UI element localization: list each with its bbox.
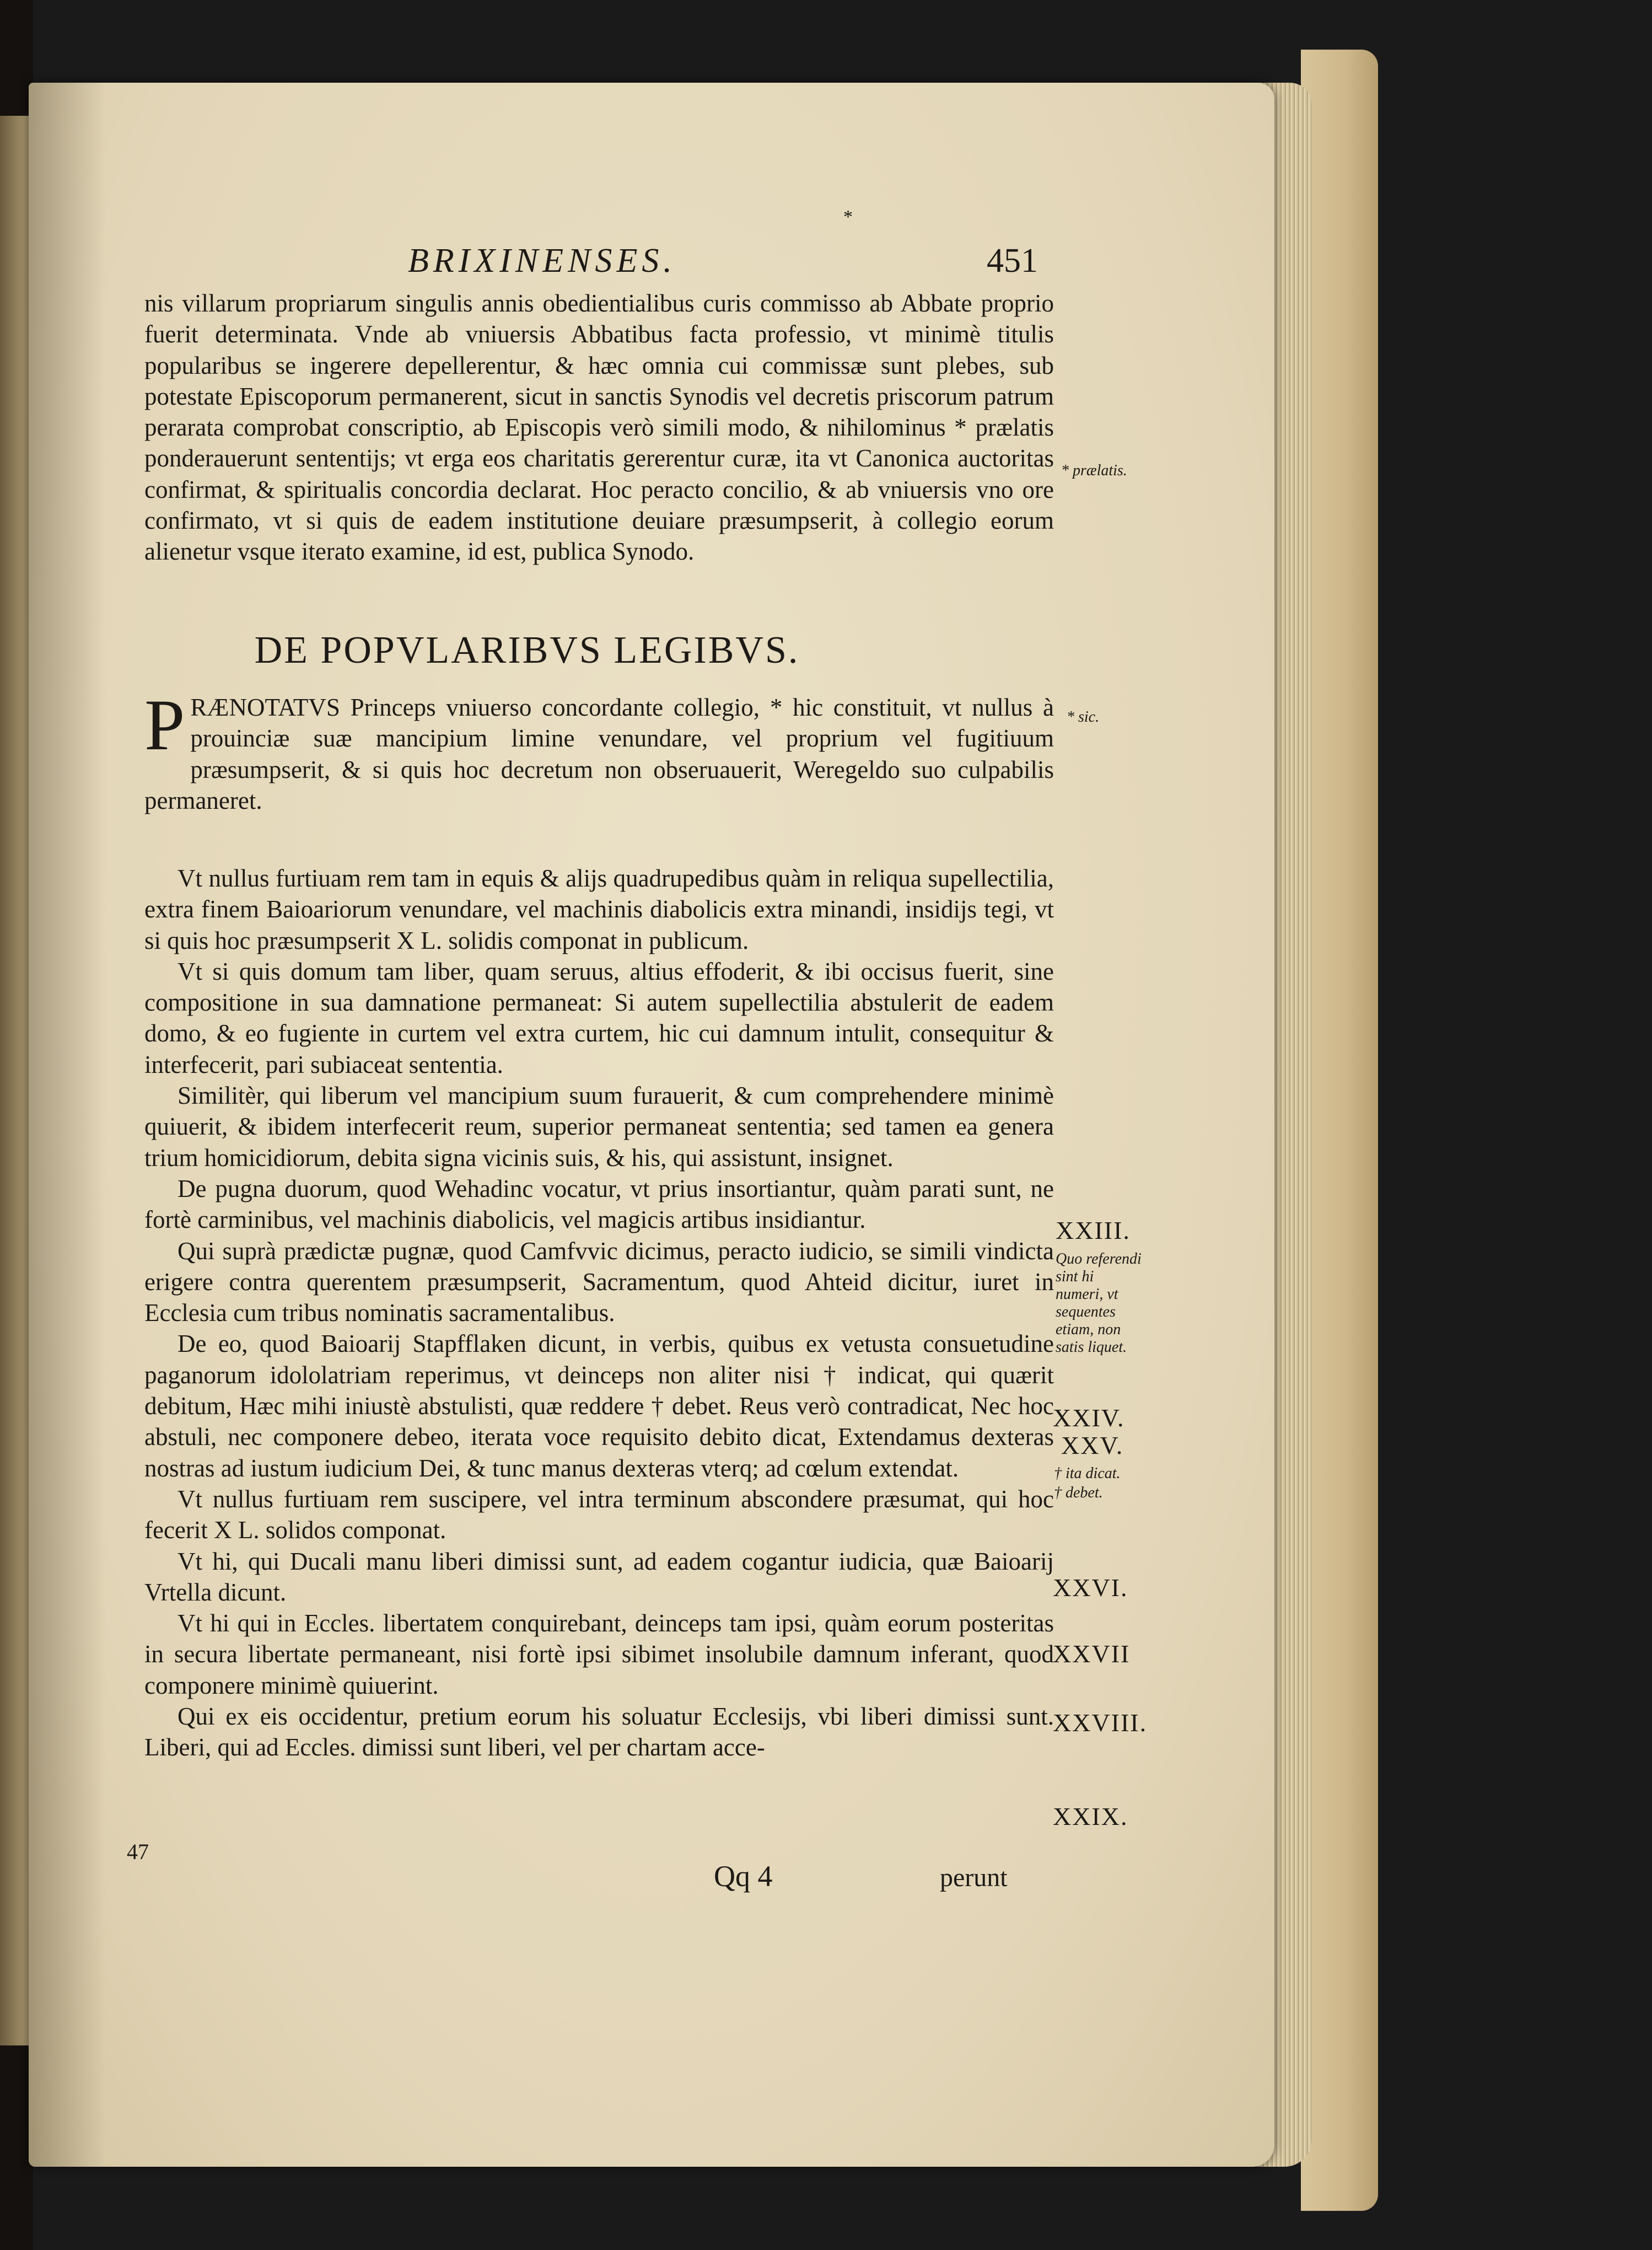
running-title: BRIXINENSES. bbox=[408, 242, 676, 280]
paragraph-qui-supra: Qui suprà prædictæ pugnæ, quod Camfvvic dicimus, peracto iudicio, se simili vindicta erigere contra querentem præsumpserit, Sacramentum, quod Ahteid dicitur, iuret in Ecclesia cum tribus nominatis sacramentalibus. bbox=[144, 1237, 1054, 1327]
section-heading: DE POPVLARIBVS LEGIBVS. bbox=[254, 629, 800, 672]
page-stamp: 47 bbox=[127, 1839, 149, 1864]
catchword: perunt bbox=[940, 1863, 1008, 1892]
paragraph-similiter: Similitèr, qui liberum vel mancipium suum furauerit, & cum comprehendere minimè quiuerit, & ibidem interfecerit reum, superior permaneat sententia; sed tamen ea genera trium homicidiorum, debita signa vicinis suis, & his, qui assistunt, insignet. bbox=[144, 1082, 1054, 1172]
book-cover-edge bbox=[1301, 50, 1378, 2211]
margin-number-26: XXVI. bbox=[1053, 1574, 1128, 1602]
law-paragraphs bbox=[144, 863, 1054, 1763]
margin-number-24: XXIV. bbox=[1053, 1404, 1125, 1432]
paragraph-nullus: Vt nullus furtiuam rem suscipere, vel intra terminum abscondere præsumat, qui hoc fecerit X L. solidos componat. bbox=[144, 1485, 1054, 1544]
top-mark: * bbox=[843, 207, 853, 227]
margin-number-28: XXVIII. bbox=[1053, 1709, 1148, 1737]
page-number: 451 bbox=[987, 242, 1038, 280]
drop-cap: P bbox=[144, 684, 185, 765]
paragraph-de-eo: De eo, quod Baioarij Stapfflaken dicunt, in verbis, quibus ex vetusta consuetudine paganorum idololatriam reperimus, vt deinceps non aliter nisi † indicat, qui quærit debitum, Hæc mihi iniustè abstulisti, quæ reddere † debet. Reus verò contradicat, Nec hoc abstuli, nec componere debeo, iterata voce requisito debito dicat, Extendamus dexteras nostras ad iustum iudicium Dei, & tunc manus dexteras vterq; ad cœlum extendat. bbox=[144, 1330, 1054, 1482]
gutter-shadow bbox=[29, 83, 106, 2167]
signature-mark: Qq 4 bbox=[714, 1860, 773, 1893]
paragraph-occidentur: Qui ex eis occidentur, pretium eorum his soluatur Ecclesijs, vbi liberi dimissi sunt. Liberi, qui ad Eccles. dimissi sunt liberi, vel per chartam acce- bbox=[144, 1703, 1054, 1762]
paragraph-praenotatus bbox=[144, 684, 1054, 816]
margin-number-27: XXVII bbox=[1053, 1640, 1131, 1668]
margin-note-sic: * sic. bbox=[1067, 708, 1100, 726]
margin-note-debet: † debet. bbox=[1054, 1484, 1103, 1501]
paragraph-text: RÆNOTATVS Princeps vniuerso concordante collegio, * hic constituit, vt nullus à prouinciæ suæ mancipium limine venundare, vel proprium vel fugitiuum præsumpserit, & si quis hoc decretum non obseruauerit, Weregeldo suo culpabilis permaneret. bbox=[144, 694, 1054, 814]
paragraph-furtiuam: Vt nullus furtiuam rem tam in equis & alijs quadrupedibus quàm in reliqua supellectilia, extra finem Baioariorum venundare, vel machinis diabolicis extra minandi, insidijs tegi, vt si quis hoc præsumpserit X L. solidis componat in publicum. bbox=[144, 864, 1054, 954]
margin-number-29: XXIX. bbox=[1053, 1802, 1128, 1830]
paragraph-text: nis villarum propriarum singulis annis obedientialibus curis commisso ab Abbate proprio fuerit determinata. Vnde ab vniuersis Abbatibus facta professio, vt minimè titulis popularibus se ingerere depellerentur, & hæc omnia cui commissæ sunt plebes, sub potestate Episcoporum permanerent, sicut in sanctis Synodis vel decretis priscorum patrum perarata comprobat conscriptio, ab Episcopis verò simili modo, & nihilominus * prælatis ponderauerunt sententijs; vt erga eos charitatis gererentur curæ, ita vt Canonica auctoritas confirmat, & spiritualis concordia declarat. Hoc peracto concilio, & ab vniuersis vno ore confirmato, vt si quis de eadem institutione deuiare præsumpserit, à collegio eorum alienetur vsque iterato examine, id est, publica Synodo. bbox=[144, 289, 1054, 566]
paragraph-pugna: De pugna duorum, quod Wehadinc vocatur, vt prius insortiantur, quàm parati sunt, ne fortè carminibus, vel machinis diabolicis, vel magicis artibus insidiantur. bbox=[144, 1174, 1054, 1234]
paragraph-ducali: Vt hi, qui Ducali manu liberi dimissi sunt, ad eadem cogantur iudicia, quæ Baioarij Vrtella dicunt. bbox=[144, 1547, 1054, 1606]
paragraph-opening bbox=[144, 288, 1054, 567]
margin-number-23: XXIII. bbox=[1056, 1216, 1131, 1244]
paragraph-eccles: Vt hi qui in Eccles. libertatem conquirebant, deinceps tam ipsi, quàm eorum posteritas in secura libertate permaneant, nisi fortè ipsi sibimet insolubile damnum inferant, quod componere minimè quiuerint. bbox=[144, 1609, 1054, 1699]
margin-note-ita: † ita dicat. bbox=[1054, 1465, 1121, 1482]
page-header bbox=[0, 241, 1652, 280]
margin-note-quo: Quo referendi sint hi numeri, vt sequentes etiam, non satis liquet. bbox=[1056, 1250, 1142, 1356]
margin-note-praelatis: * prælatis. bbox=[1061, 462, 1127, 479]
margin-number-25: XXV. bbox=[1061, 1431, 1124, 1459]
paragraph-domum: Vt si quis domum tam liber, quam seruus, altius effoderit, & ibi occisus fuerit, sine compositione in sua damnatione permaneat: Si autem supellectilia abstulerit de eadem domo, & eo fugiente in curtem vel extra curtem, hic cui damnum intulit, consequitur & interfecerit, pari subiaceat sententia. bbox=[144, 957, 1054, 1078]
